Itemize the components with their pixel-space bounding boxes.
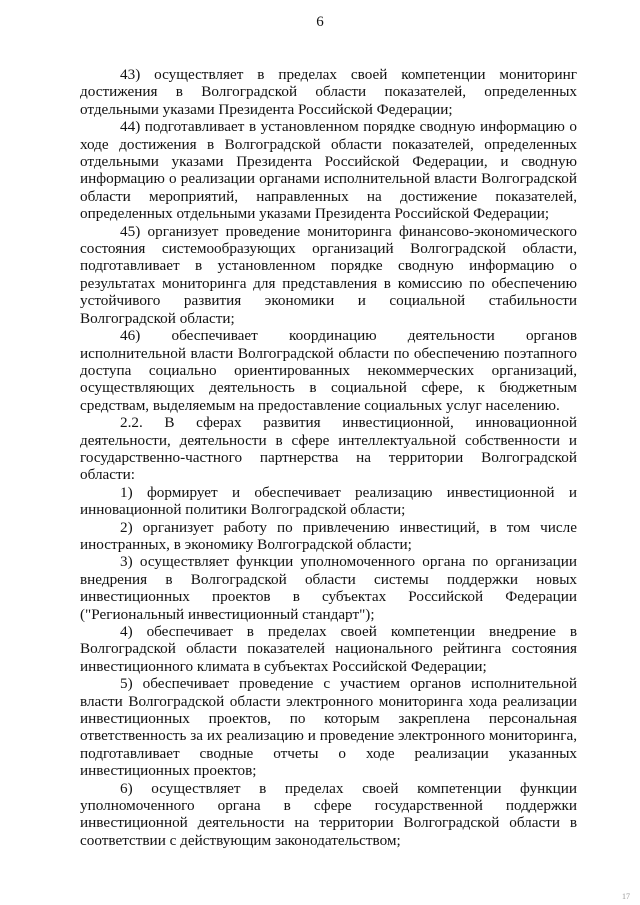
document-body <box>80 66 577 849</box>
paragraph-item-2: 2) организует работу по привлечению инвестиций, в том числе иностранных, в экономику Волгоградской области; <box>80 518 577 553</box>
paragraph-item-3: 3) осуществляет функции уполномоченного органа по организации внедрения в Волгоградской области системы поддержки новых инвестиционных проектов в субъектах Российской Федерации ("Региональный инвестиционный стандарт"); <box>80 553 577 623</box>
paragraph-item-43: 43) осуществляет в пределах своей компетенции мониторинг достижения в Волгоградской области показателей, определенных отдельными указами Президента Российской Федерации; <box>80 66 577 118</box>
paragraph-item-4: 4) обеспечивает в пределах своей компетенции внедрение в Волгоградской области показателей национального рейтинга состояния инвестиционного климата в субъектах Российской Федерации; <box>80 623 577 675</box>
paragraph-item-6: 6) осуществляет в пределах своей компетенции функции уполномоченного органа в сфере государственной поддержки инвестиционной деятельности на территории Волгоградской области в соответствии с действующим законодательством; <box>80 779 577 849</box>
paragraph-item-45: 45) организует проведение мониторинга финансово-экономического состояния системообразующих организаций Волгоградской области, подготавливает в установленном порядке сводную информацию о результатах мониторинга для представления в комиссию по обеспечению устойчивого развития экономики и социальной стабильности Волгоградской области; <box>80 222 577 327</box>
page-number: 6 <box>316 14 324 30</box>
paragraph-item-44: 44) подготавливает в установленном порядке сводную информацию о ходе достижения в Волгоградской области показателей, определенных отдельными указами Президента Российской Федерации, и сводную информацию о реализации органами исполнительной власти Волгоградской области мероприятий, направленных на достижение показателей, определенных отдельными указами Президента Российской Федерации; <box>80 118 577 223</box>
paragraph-item-1: 1) формирует и обеспечивает реализацию инвестиционной и инновационной политики Волгоградской области; <box>80 483 577 519</box>
edge-mark: 17 <box>622 892 630 901</box>
paragraph-item-5: 5) обеспечивает проведение с участием органов исполнительной власти Волгоградской области электронного мониторинга хода реализации инвестиционных проектов, по которым закреплена персональная ответственность за их реализацию и проведение электронного мониторинга, подготавливает сводные отчеты о ходе реализации указанных инвестиционных проектов; <box>80 675 577 780</box>
section-heading-2-2: 2.2. В сферах развития инвестиционной, инновационной деятельности, деятельности в сфере интеллектуальной собственности и государственно-частного партнерства на территории Волгоградской области: <box>80 414 577 484</box>
paragraph-item-46: 46) обеспечивает координацию деятельности органов исполнительной власти Волгоградской области по обеспечению поэтапного доступа социально ориентированных некоммерческих организаций, осуществляющих деятельность в социальной сфере, к бюджетным средствам, выделяемым на предоставление социальных услуг населению. <box>80 327 577 414</box>
